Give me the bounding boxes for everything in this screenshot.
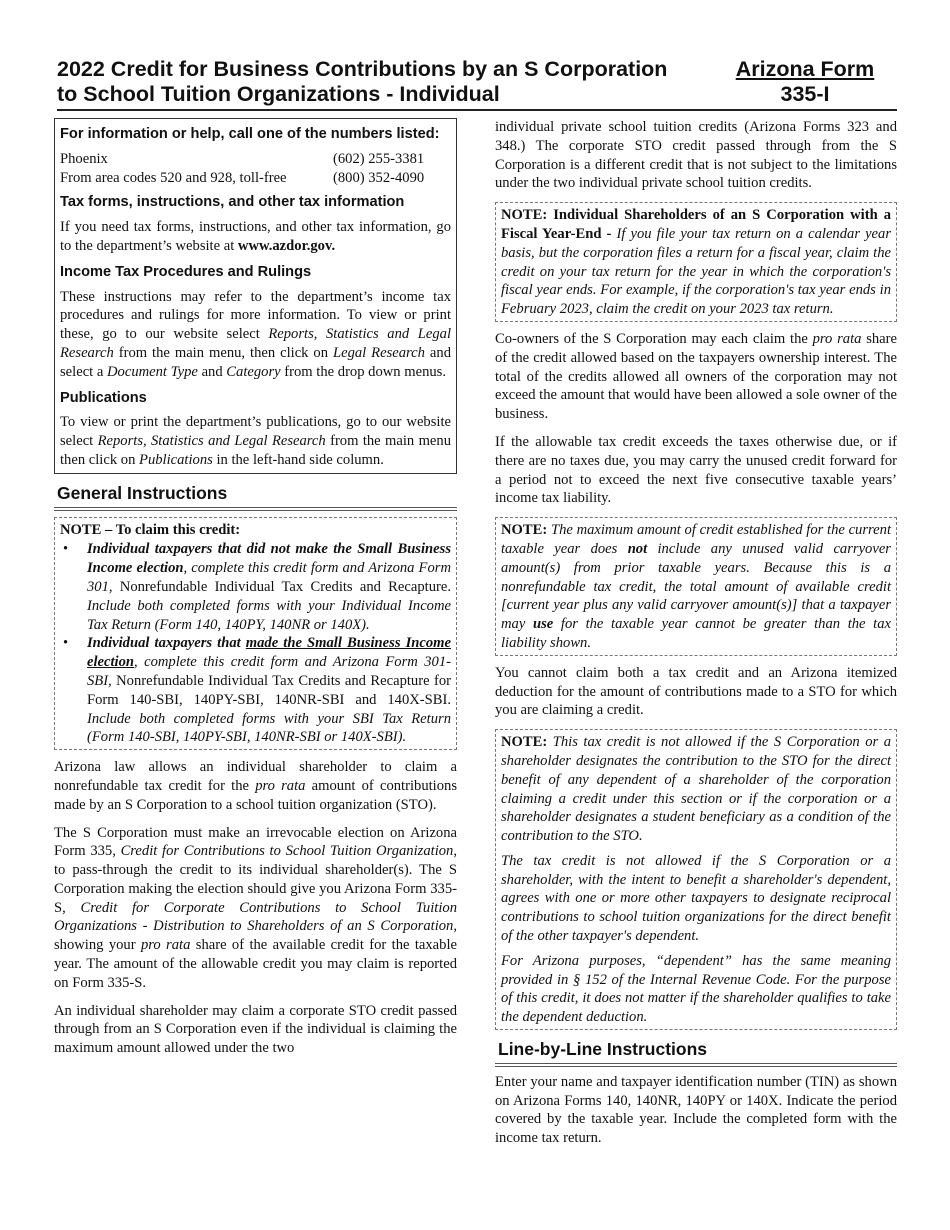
text: If you need tax forms, instructions, and other tax information, go to the department’s website at bbox=[60, 219, 451, 254]
text: Arizona law allows an individual shareholder to claim a nonrefundable tax credit for the bbox=[54, 759, 457, 794]
paragraph-shareholder-start: An individual shareholder may claim a corporate STO credit passed through from an S Corporation even if the individual is claiming the maximum amount allowed under the two bbox=[54, 1002, 457, 1057]
note-title-text: NOTE – To claim this credit: bbox=[60, 521, 241, 538]
dependent-note-1 bbox=[501, 733, 891, 846]
menu-ref: Category bbox=[226, 363, 281, 380]
paragraph-itemized: You cannot claim both a tax credit and an Arizona itemized deduction for the amount of contributions made to a STO for which you are claiming a credit. bbox=[495, 664, 897, 719]
info-box bbox=[54, 118, 457, 474]
text: not bbox=[627, 540, 648, 557]
paragraph-carryover: If the allowable tax credit exceeds the taxes otherwise due, or if there are no taxes due, you may carry the unused credit forward for a period not to exceed the next five consecutive taxable years’ income tax liability. bbox=[495, 433, 897, 507]
phone-list bbox=[60, 150, 451, 188]
menu-ref: Reports, Statistics and Legal Research bbox=[97, 433, 326, 450]
text: For Arizona purposes, “dependent” has the same meaning provided in § 152 of the Internal Revenue Code. For the purpose of this credit, it does not matter if the shareholder qualifies to take the dependent deduction. bbox=[501, 952, 891, 1026]
procedures-heading: Income Tax Procedures and Rulings bbox=[60, 263, 312, 280]
menu-ref: Legal Research bbox=[332, 344, 425, 361]
form-number: 335-I bbox=[780, 82, 830, 106]
tax-forms-heading: Tax forms, instructions, and other tax information bbox=[60, 194, 405, 211]
fiscal-year-note bbox=[501, 206, 891, 319]
text: Individual taxpayers that did not make the Small Business Income election bbox=[87, 541, 451, 577]
paragraph-law bbox=[54, 758, 457, 814]
text: from the main menu then click on bbox=[60, 433, 451, 468]
menu-ref: Reports, Statistics and Legal Research bbox=[60, 326, 451, 361]
publications-heading: Publications bbox=[60, 389, 147, 406]
note-bullets bbox=[60, 540, 451, 747]
text: , to pass-through the credit to its individual shareholder(s). The S Corporation making the election should give you Arizona Form 335-S, bbox=[54, 843, 457, 916]
max-credit-note bbox=[501, 521, 891, 653]
text: and select a bbox=[60, 344, 451, 380]
info-heading: For information or help, call one of the numbers listed: bbox=[60, 126, 440, 142]
title-line-2: to School Tuition Organizations - Individual bbox=[57, 82, 500, 106]
max-credit-note-box bbox=[495, 517, 897, 656]
paragraph-coowners bbox=[495, 330, 897, 424]
text: pro rata bbox=[255, 777, 306, 794]
dependent-note-3 bbox=[501, 952, 891, 1027]
text: Include both completed forms with your Individual Income Tax Return (Form 140, 140PY, 140NR or 140X). bbox=[87, 597, 451, 633]
text: The S Corporation must make an irrevocable election on Arizona Form 335, bbox=[54, 824, 457, 860]
page-title bbox=[57, 57, 697, 107]
text: Include both completed forms with your SBI Tax Return (Form 140-SBI, 140PY-SBI, 140NR-SBI or 140X-SBI). bbox=[87, 710, 451, 746]
text: made the Small Business Income election bbox=[87, 635, 451, 671]
publications-text bbox=[60, 413, 451, 469]
page-header bbox=[57, 57, 897, 111]
procedures-text bbox=[60, 288, 451, 382]
text: pro rata bbox=[140, 937, 191, 954]
phone-label: From area codes 520 and 928, toll-free bbox=[60, 169, 287, 186]
text: These instructions may refer to the department’s income tax procedures and rulings for more information. To view or print these, go to our website select bbox=[60, 288, 451, 343]
text: Co-owners of the S Corporation may each claim the bbox=[495, 330, 813, 347]
text: pro rata bbox=[812, 330, 862, 347]
text: amount of contributions made by an S Corporation to a school tuition organization (STO). bbox=[54, 777, 457, 813]
phone-number: (602) 255-3381 bbox=[333, 150, 425, 167]
dependent-note-box bbox=[495, 729, 897, 1030]
text: The tax credit is not allowed if the S Corporation or a shareholder, with the intent to benefit a shareholder's dependent, agrees with one or more other taxpayers to designate reciprocal contributions to school tuition organizations for the direct benefit of the other taxpayer's dependent. bbox=[501, 852, 891, 945]
text: , complete this credit form and Arizona Form 301-SBI bbox=[87, 654, 451, 689]
paragraph-election bbox=[54, 824, 457, 993]
text: , Nonrefundable Individual Tax Credits and Recapture for Form 140-SBI, 140PY-SBI, 140NR-SBI and 140X-SBI. bbox=[87, 672, 451, 708]
text: use bbox=[532, 616, 554, 633]
paragraph-shareholder-continued: individual private school tuition credits (Arizona Forms 323 and 348.) The corporate STO credit passed through from the S Corporation is a different credit that is not subject to the limitations under the two individual private school tuition credits. bbox=[495, 119, 897, 192]
note-title bbox=[60, 521, 451, 540]
fiscal-year-note-box bbox=[495, 202, 897, 322]
text: , Nonrefundable Individual Tax Credits and Recapture. bbox=[108, 578, 451, 595]
title-line-1: 2022 Credit for Business Contributions by an S Corporation bbox=[57, 57, 668, 81]
text: in the left-hand side column. bbox=[212, 451, 384, 468]
claim-note-box bbox=[54, 517, 457, 751]
form-label: Arizona Form bbox=[735, 57, 875, 81]
dependent-note-2 bbox=[501, 852, 891, 946]
text: If you file your tax return on a calendar year basis, but the corporation files a return for a fiscal year, claim the credit on your tax return for the year in which the corporation's fiscal year ends. For example, if the corporation's tax year ends in February 2023, claim the credit on your 2023 tax return. bbox=[501, 225, 891, 318]
note-bullet-2 bbox=[60, 634, 451, 747]
text: NOTE: Individual Shareholders of an S Corporation with a Fiscal Year-End - bbox=[501, 207, 891, 242]
text: Credit for Contributions to School Tuition Organization bbox=[120, 843, 454, 860]
text: from the main menu, then click on bbox=[113, 344, 333, 361]
right-column bbox=[495, 118, 897, 1157]
text: This tax credit is not allowed if the S Corporation or a shareholder designates the contribution to the STO for the direct benefit of any dependent of a shareholder of the corporation claiming a credit under this section or if the corporation or a shareholder designates a student beneficiary as a condition of the contribution to the STO. bbox=[501, 734, 891, 845]
text: and bbox=[197, 363, 227, 380]
website-link[interactable]: www.azdor.gov. bbox=[237, 237, 336, 254]
text: share of the available credit for the taxable year. The amount of the allowable credit you may claim is reported on Form 335-S. bbox=[54, 937, 457, 991]
note-bullet-1 bbox=[60, 540, 451, 634]
text: for the taxable year cannot be greater than the tax liability shown. bbox=[501, 616, 891, 651]
text: Credit for Corporate Contributions to School Tuition Organizations - Distribution to Shareholders of an S Corporation bbox=[54, 899, 457, 935]
line-by-line-text: Enter your name and taxpayer identification number (TIN) as shown on Arizona Forms 140, 140NR, 140PY or 140X. Indicate the period covered by the taxable year. Include the completed form with the income tax return. bbox=[495, 1073, 897, 1147]
text: NOTE: bbox=[501, 734, 548, 751]
line-by-line-heading: Line-by-Line Instructions bbox=[495, 1038, 897, 1067]
text: from the drop down menus. bbox=[280, 363, 446, 380]
text: , complete this credit form and Arizona Form 301 bbox=[87, 560, 451, 595]
text: NOTE: bbox=[501, 522, 548, 539]
phone-row-phoenix bbox=[60, 150, 451, 169]
tax-forms-text bbox=[60, 218, 451, 256]
text: include any unused valid carryover amount(s) from prior taxable years. Because this is a nonrefundable tax credit, the total amount of available credit [current year plus any valid carryover amount(s)] that a taxpayer may bbox=[501, 540, 891, 633]
general-instructions-heading: General Instructions bbox=[54, 482, 457, 511]
phone-number: (800) 352-4090 bbox=[333, 169, 425, 186]
text: To view or print the department’s publications, go to our website select bbox=[60, 414, 451, 450]
phone-label: Phoenix bbox=[60, 150, 108, 167]
text: Individual taxpayers that bbox=[87, 635, 246, 652]
menu-ref: Publications bbox=[139, 451, 213, 468]
text: , showing your bbox=[54, 918, 457, 954]
left-column bbox=[54, 118, 457, 1058]
text: The maximum amount of credit established for the current taxable year does bbox=[501, 522, 891, 557]
text: share of the credit allowed based on the taxpayers ownership interest. The total of the credits allowed all owners of the corporation may not exceed the amount that would have been allowed a sole owner of the business. bbox=[495, 330, 897, 423]
form-identifier bbox=[725, 57, 885, 107]
menu-ref: Document Type bbox=[107, 363, 198, 380]
phone-row-tollfree bbox=[60, 169, 451, 188]
